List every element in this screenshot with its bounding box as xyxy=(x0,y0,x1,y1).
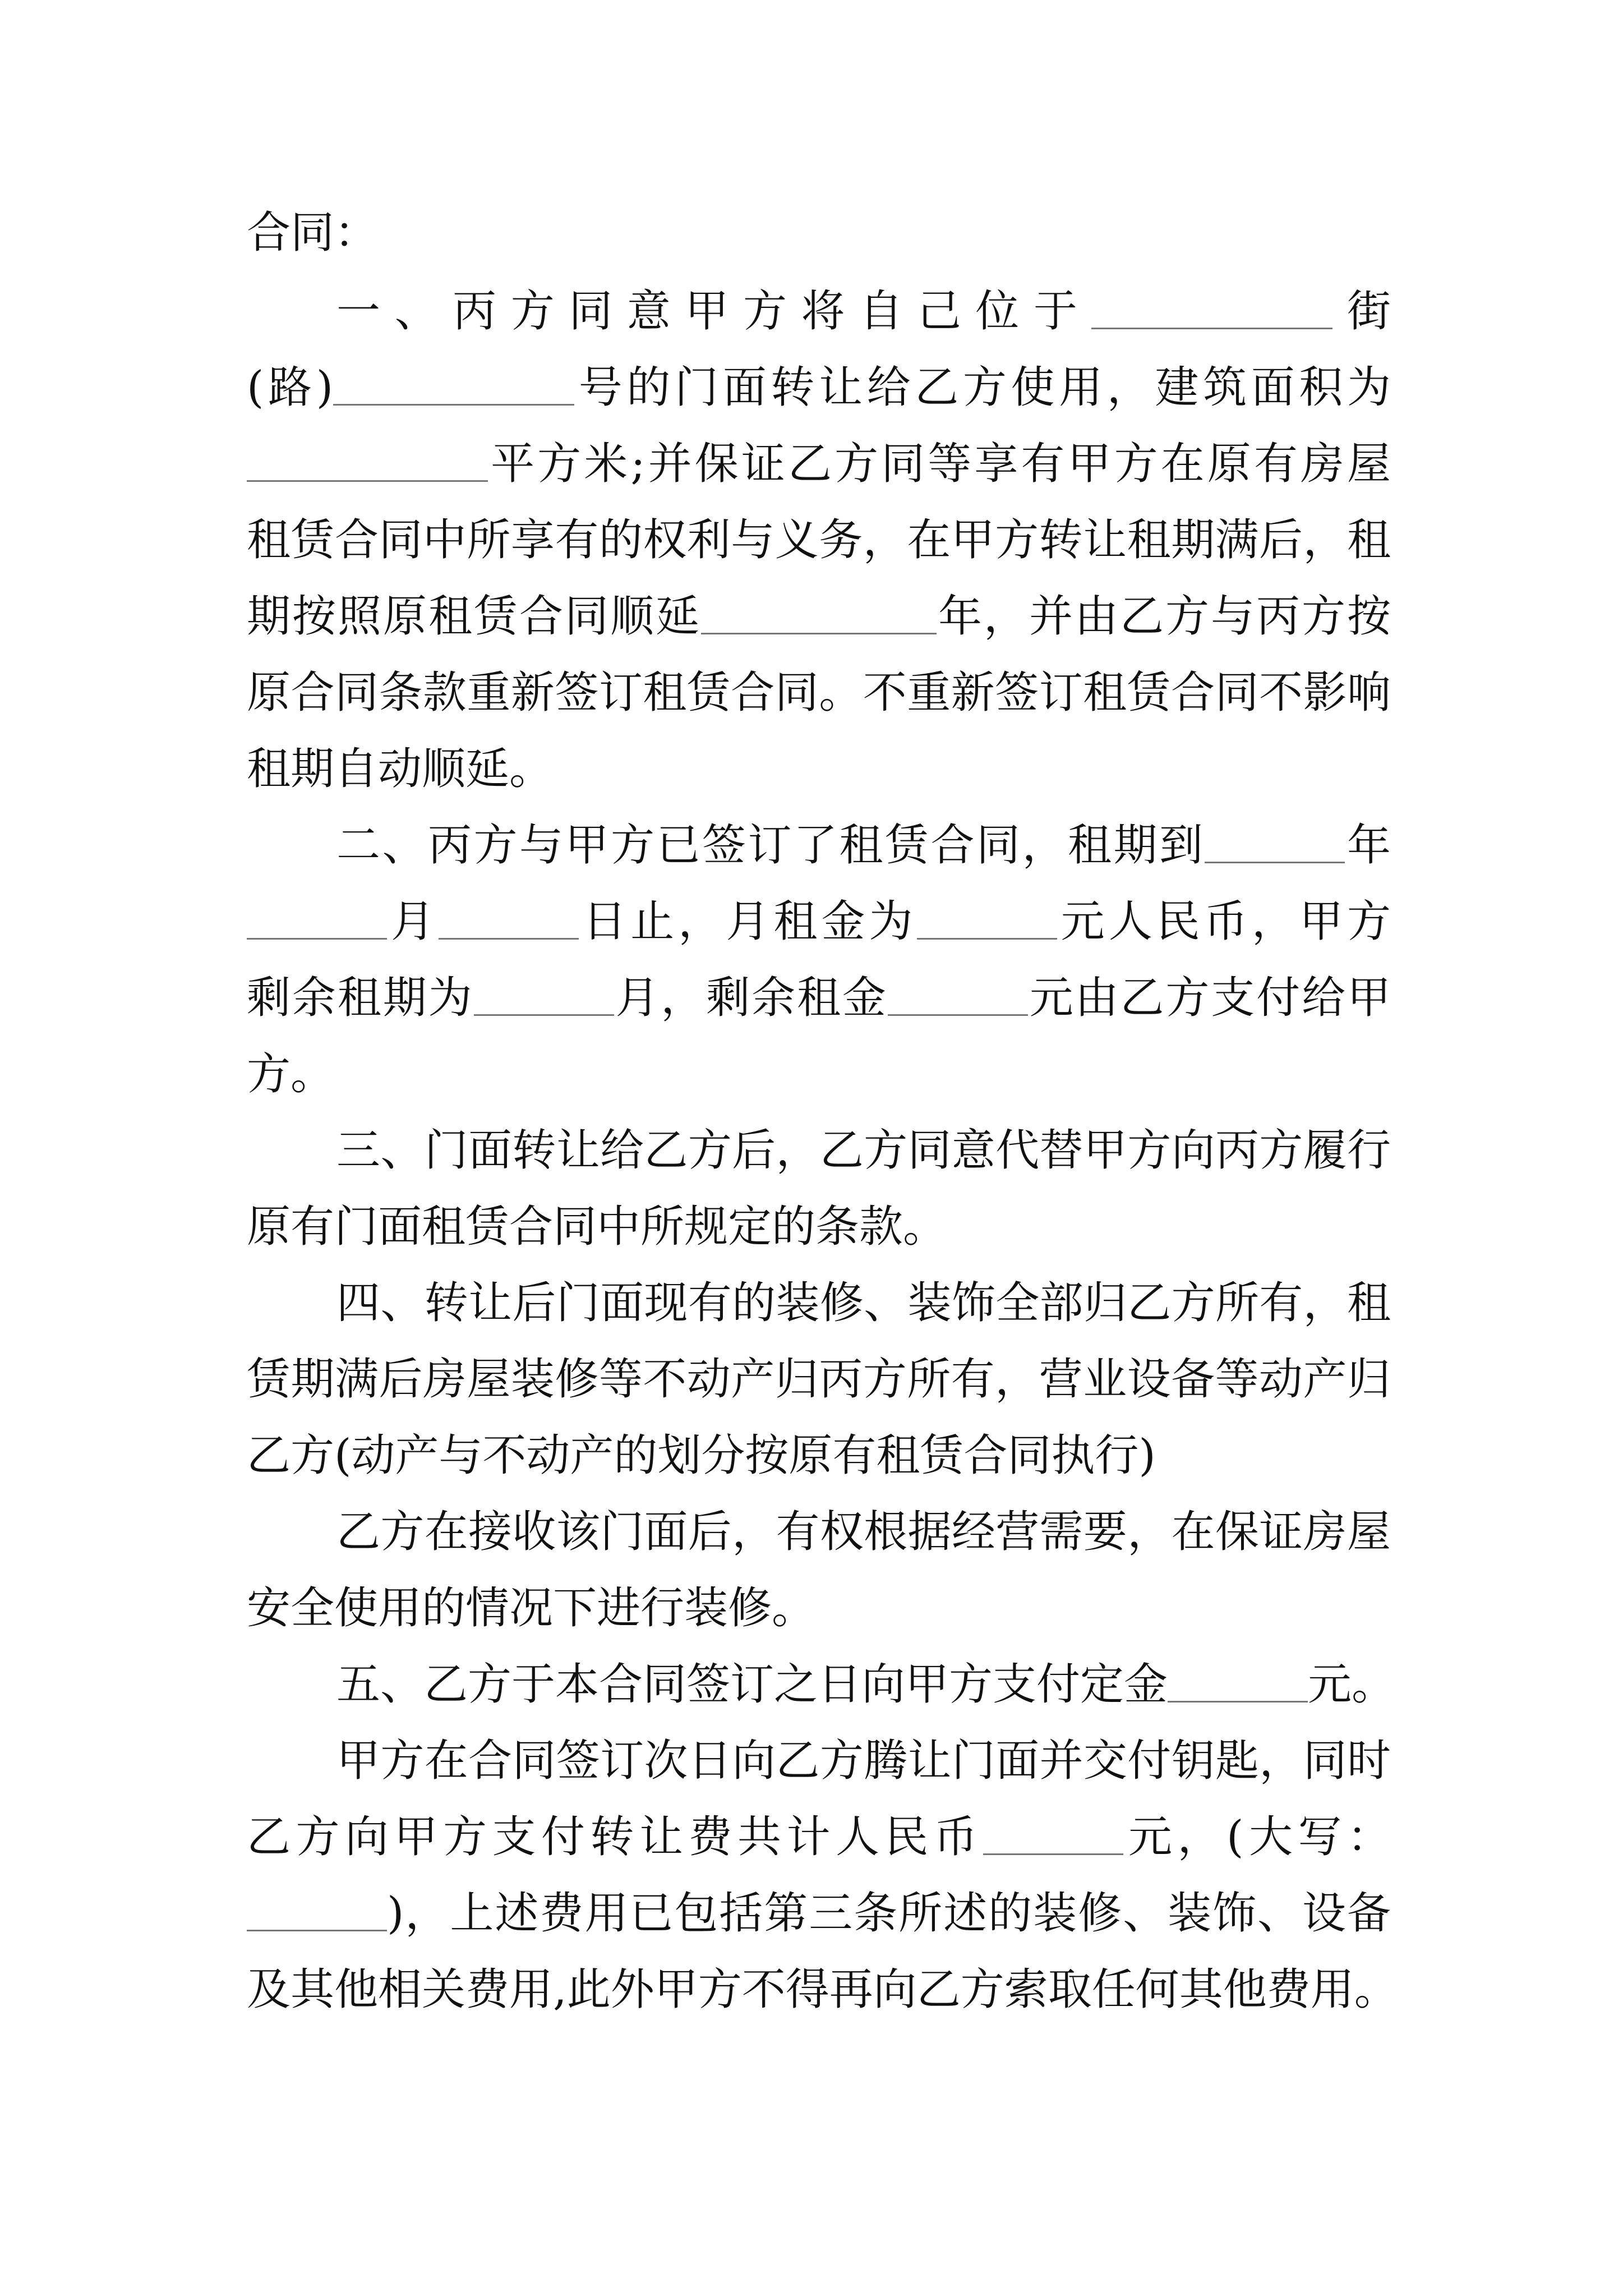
clause-2-line: 二、丙方与甲方已签订了租赁合同，租期到 年 xyxy=(336,820,1391,871)
street-blank[interactable] xyxy=(1091,288,1332,329)
text-line: (路) 号的门面转让给乙方使用，建筑面积为 xyxy=(247,362,1391,413)
text-line: 期按照原租赁合同顺延 年，并由乙方与丙方按 xyxy=(247,591,1391,642)
extension-years-blank[interactable] xyxy=(701,593,937,634)
clause-5-line: 五、乙方于本合同签订之日向甲方支付定金 元。 xyxy=(336,1659,1396,1710)
text-line: 乙方向甲方支付转让费共计人民币 元，(大写： xyxy=(247,1812,1391,1862)
text-line: 月 日止，月租金为 元人民币，甲方 xyxy=(247,891,1391,953)
text-line: 剩余租期为 月，剩余租金 元由乙方支付给甲 xyxy=(247,973,1391,1023)
clause-1-line: 一、丙方同意甲方将自己位于 街 xyxy=(336,286,1391,337)
text-line: 原有门面租赁合同中所规定的条款。 xyxy=(247,1202,947,1252)
lease-end-month-blank[interactable] xyxy=(247,899,387,940)
area-blank[interactable] xyxy=(247,441,488,482)
text-line: 乙方(动产与不动产的划分按原有租赁合同执行) xyxy=(247,1430,1156,1481)
paragraph-line: 甲方在合同签订次日向乙方腾让门面并交付钥匙，同时 xyxy=(336,1736,1391,1786)
remaining-rent-blank[interactable] xyxy=(888,975,1028,1016)
lease-end-year-blank[interactable] xyxy=(1205,822,1345,863)
text-line: 方。 xyxy=(247,1049,335,1099)
clause-4-line: 四、转让后门面现有的装修、装饰全部归乙方所有，租 xyxy=(336,1278,1391,1328)
text-line: 赁期满后房屋装修等不动产归丙方所有，营业设备等动产归 xyxy=(247,1354,1391,1405)
lease-end-day-blank[interactable] xyxy=(439,899,579,940)
text-line: 安全使用的情况下进行装修。 xyxy=(247,1583,816,1634)
deposit-blank[interactable] xyxy=(1168,1662,1308,1703)
remaining-term-blank[interactable] xyxy=(474,975,614,1016)
text-line: 平方米;并保证乙方同等享有甲方在原有房屋 xyxy=(247,433,1391,495)
monthly-rent-blank[interactable] xyxy=(917,899,1057,940)
clause-3-line: 三、门面转让给乙方后，乙方同意代替甲方向丙方履行 xyxy=(336,1125,1391,1176)
text-line: 合同： xyxy=(247,208,379,258)
text-line: )，上述费用已包括第三条所述的装修、装饰、设备 xyxy=(247,1883,1391,1944)
house-number-blank[interactable] xyxy=(333,365,574,406)
text-line: 及其他相关费用,此外甲方不得再向乙方索取任何其他费用。 xyxy=(247,1964,1398,2015)
text-line: 原合同条款重新签订租赁合同。不重新签订租赁合同不影响 xyxy=(247,668,1391,718)
text-line: 租赁合同中所享有的权利与义务，在甲方转让租期满后，租 xyxy=(247,515,1391,565)
text-line: 租期自动顺延。 xyxy=(247,744,554,794)
fee-in-words-blank[interactable] xyxy=(247,1890,387,1931)
transfer-fee-blank[interactable] xyxy=(983,1814,1123,1855)
paragraph-line: 乙方在接收该门面后，有权根据经营需要，在保证房屋 xyxy=(336,1507,1391,1557)
